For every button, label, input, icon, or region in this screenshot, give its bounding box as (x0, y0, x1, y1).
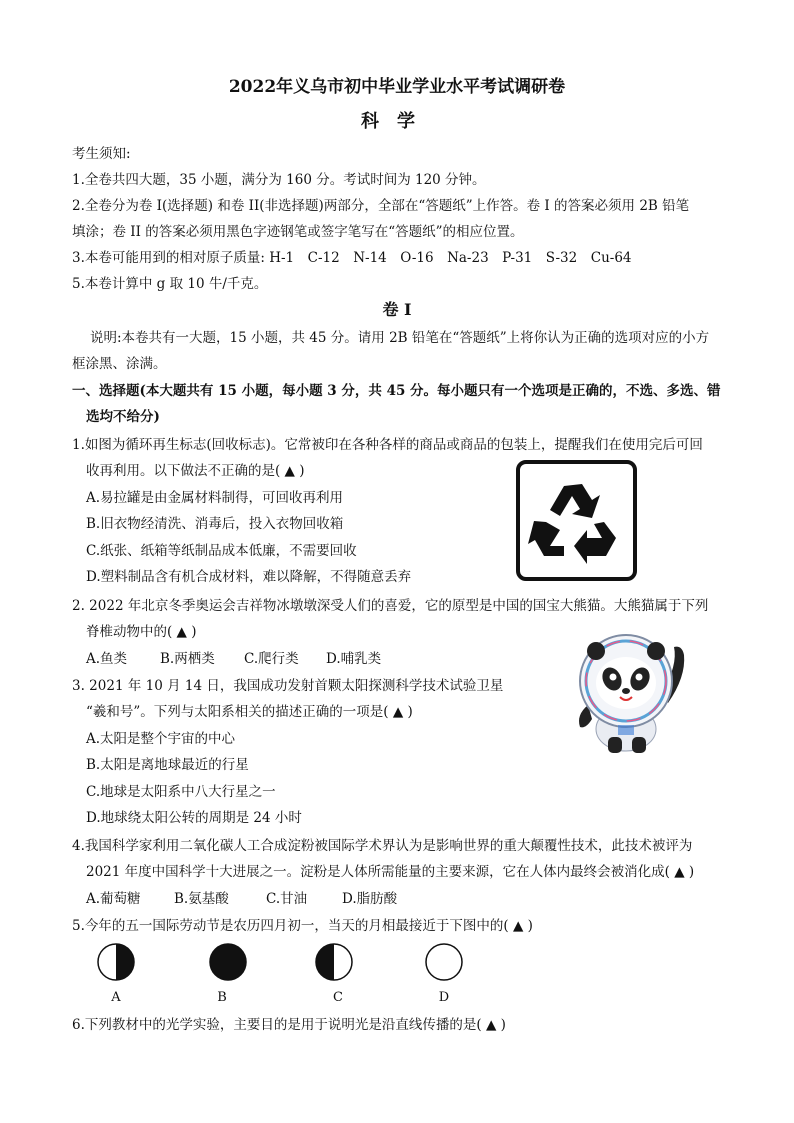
moon-phase-icon (314, 942, 354, 982)
part-title: 卷 I (382, 300, 412, 319)
question-1-stem: 1.如图为循环再生标志(回收标志)。它常被印在各种各样的商品或商品的包装上，提醒我们在使用完后可回 (72, 437, 703, 453)
question-4-option: B.氨基酸 (174, 891, 229, 907)
question-5-stem: 5.今年的五一国际劳动节是农历四月初一，当天的月相最接近于下图中的( ▲ ) (72, 918, 533, 934)
part-description: 说明:本卷共有一大题，15 小题，共 45 分。请用 2B 铅笔在“答题纸”上将你认为正确的选项对应的小方 (90, 330, 710, 346)
notice-heading: 考生须知: (72, 146, 131, 162)
notice-item: 5.本卷计算中 g 取 10 牛/千克。 (72, 276, 268, 292)
question-4-stem: 4.我国科学家利用二氧化碳人工合成淀粉被国际学术界认为是影响世界的重大颠覆性技术，此技术被评为 (72, 838, 693, 854)
question-2-option: C.爬行类 (244, 651, 299, 667)
moon-label: C (333, 990, 343, 1005)
page-title: 2022年义乌市初中毕业学业水平考试调研卷 (228, 77, 566, 97)
question-2-option: D.哺乳类 (326, 651, 382, 667)
question-3-option: C.地球是太阳系中八大行星之一 (86, 784, 276, 800)
notice-item: 2.全卷分为卷 I(选择题) 和卷 II(非选择题)两部分，全部在“答题纸”上作答。卷 I 的答案必须用 2B 铅笔 (72, 198, 690, 214)
question-1-option: C.纸张、纸箱等纸制品成本低廉，不需要回收 (86, 543, 357, 559)
part-description: 框涂黑、涂满。 (72, 356, 167, 372)
question-2-option: B.两栖类 (160, 651, 215, 667)
question-3-option: B.太阳是离地球最近的行星 (86, 757, 249, 773)
question-4-option: C.甘油 (266, 891, 308, 907)
question-1-option: A.易拉罐是由金属材料制得，可回收再利用 (86, 490, 344, 506)
question-4-stem: 2021 年度中国科学十大进展之一。淀粉是人体所需能量的主要来源，它在人体内最终会被消化成( ▲ ) (86, 864, 695, 880)
notice-item: 3.本卷可能用到的相对原子质量: H-1 C-12 N-14 O-16 Na-23 P-31 S-32 Cu-64 (72, 250, 632, 266)
question-3-option: A.太阳是整个宇宙的中心 (86, 731, 236, 747)
notice-item: 1.全卷共四大题，35 小题，满分为 160 分。考试时间为 120 分钟。 (72, 172, 486, 188)
notice-item: 填涂；卷 II 的答案必须用黑色字迹钢笔或签字笔写在“答题纸”的相应位置。 (72, 224, 524, 240)
mascot-panda-image (556, 625, 698, 755)
question-4-option: A.葡萄糖 (86, 891, 141, 907)
question-2-option: A.鱼类 (86, 651, 128, 667)
moon-label: D (438, 990, 450, 1005)
question-1-stem: 收再利用。以下做法不正确的是( ▲ ) (86, 463, 305, 479)
moon-label: B (217, 990, 227, 1005)
section-heading: 选均不给分) (86, 409, 160, 425)
moon-phase-icon (424, 942, 464, 982)
question-4-option: D.脂肪酸 (342, 891, 398, 907)
question-3-stem: 3. 2021 年 10 月 14 日，我国成功发射首颗太阳探测科学技术试验卫星 (72, 678, 504, 694)
recycle-icon (516, 460, 637, 581)
moon-phase-icon (96, 942, 136, 982)
subject-title: 科学 (361, 111, 433, 132)
question-2-stem: 2. 2022 年北京冬季奥运会吉祥物冰墩墩深受人们的喜爱，它的原型是中国的国宝大熊猫。大熊猫属于下列 (72, 598, 709, 614)
section-heading: 一、选择题(本大题共有 15 小题，每小题 3 分，共 45 分。每小题只有一个选项是正确的，不选、多选、错 (72, 383, 721, 399)
question-2-stem: 脊椎动物中的( ▲ ) (86, 624, 197, 640)
question-1-option: B.旧衣物经清洗、消毒后，投入衣物回收箱 (86, 516, 344, 532)
question-3-stem: “羲和号”。下列与太阳系相关的描述正确的一项是( ▲ ) (86, 704, 413, 720)
question-6-stem: 6.下列教材中的光学实验，主要目的是用于说明光是沿直线传播的是( ▲ ) (72, 1017, 506, 1033)
question-1-option: D.塑料制品含有机合成材料，难以降解，不得随意丢弃 (86, 569, 412, 585)
moon-label: A (111, 990, 121, 1005)
question-3-option: D.地球绕太阳公转的周期是 24 小时 (86, 810, 302, 826)
moon-phase-icon (208, 942, 248, 982)
